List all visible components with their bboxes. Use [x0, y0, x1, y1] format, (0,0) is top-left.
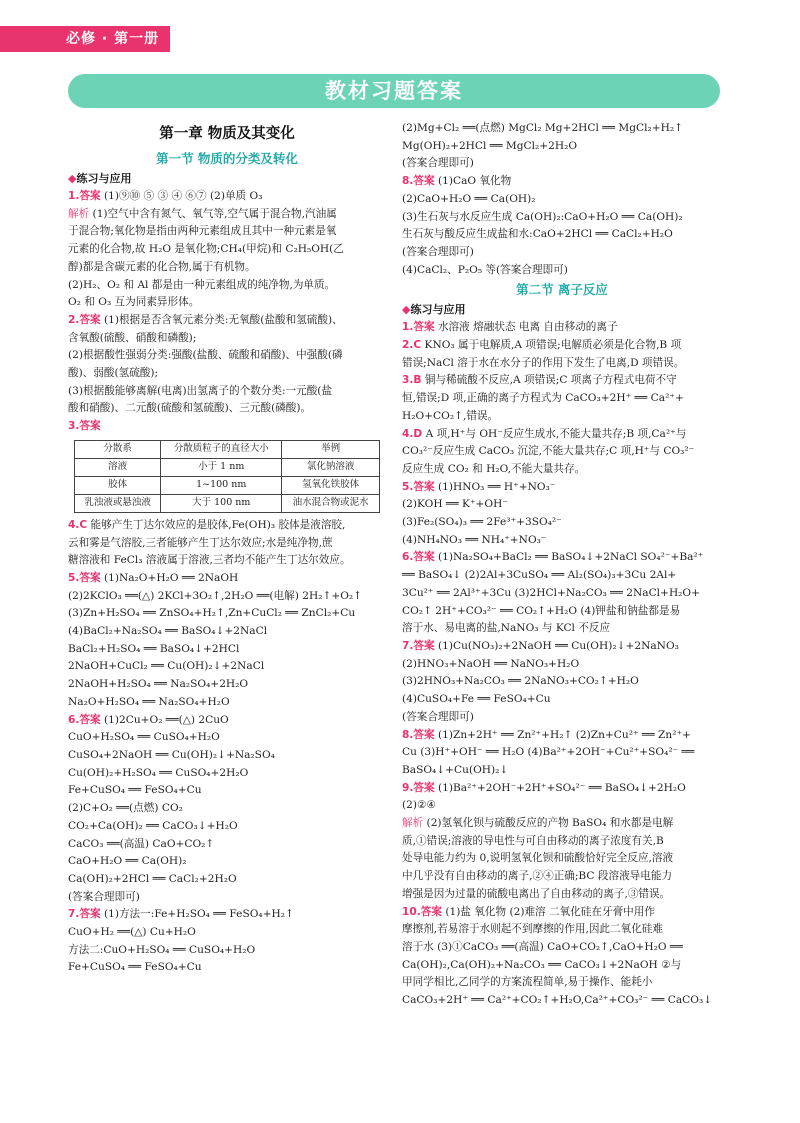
answer-line: (2)KOH ══ K⁺+OH⁻: [402, 498, 508, 511]
book-tab: 必修 · 第一册: [0, 26, 170, 52]
answer-line: (2)②④: [402, 799, 437, 812]
answer-line: 5.答案 (1)Na₂O+H₂O ══ 2NaOH: [68, 571, 239, 584]
answer-line: 云和雾是气溶胶,三者能够产生丁达尔效应;水是纯净物,蔗: [68, 536, 333, 549]
answer-line: 酸)、弱酸(氢硫酸);: [68, 367, 159, 380]
answer-line: (3)2HNO₃+Na₂CO₃ ══ 2NaNO₃+CO₂↑+H₂O: [402, 675, 639, 688]
answer-line: 恒,错误;D 项,正确的离子方程式为 CaCO₃+2H⁺ ══ Ca²⁺+: [402, 392, 684, 405]
practice-heading-1: ◆练习与应用: [68, 172, 132, 185]
answer-line: (4)CuSO₄+Fe ══ FeSO₄+Cu: [402, 693, 551, 706]
answer-line: 4.D A 项,H⁺与 OH⁻反应生成水,不能大量共存;B 项,Ca²⁺与: [402, 427, 687, 440]
answer-line: (2)根据酸性强弱分类:强酸(盐酸、硫酸和硝酸)、中强酸(磷: [68, 349, 343, 362]
left-text-a: [68, 188, 386, 436]
answer-line: 3Cu²⁺ ══ 2Al³⁺+3Cu (3)2HCl+Na₂CO₃ ══ 2NaCl+H₂O+: [402, 586, 700, 599]
answer-line: H₂O+CO₂↑,错误。: [402, 409, 499, 422]
answer-line: 增强是因为过量的硫酸电离出了自由移动的离子,③错误。: [402, 887, 671, 900]
answer-line: (4)BaCl₂+Na₂SO₄ ══ BaSO₄↓+2NaCl: [68, 625, 268, 638]
answer-line: (2)CaO+H₂O ══ Ca(OH)₂: [402, 192, 536, 205]
answer-line: 6.答案 (1)2Cu+O₂ ══(△) 2CuO: [68, 713, 229, 726]
answer-line: CO₃²⁻反应生成 CaCO₃ 沉淀,不能大量共存;C 项,H⁺与 CO₃²⁻: [402, 445, 695, 458]
answer-line: 溶于水、易电离的盐,NaNO₃ 与 KCl 不反应: [402, 622, 611, 635]
answer-line: (3)Fe₂(SO₄)₃ ══ 2Fe³⁺+3SO₄²⁻: [402, 516, 562, 529]
answer-line: Cu(OH)₂+H₂SO₄ ══ CuSO₄+2H₂O: [68, 766, 249, 779]
answer-line: Fe+CuSO₄ ══ FeSO₄+Cu: [68, 784, 202, 797]
answer-line: 反应生成 CO₂ 和 H₂O,不能大量共存。: [402, 462, 586, 475]
answer-line: 3.B 铜与稀硫酸不反应,A 项错误;C 项离子方程式电荷不守: [402, 374, 677, 387]
diamond-icon: ◆: [68, 172, 77, 185]
answer-line: 质,①错误;溶液的导电性与可自由移动的离子浓度有关,B: [402, 834, 664, 847]
answer-line: O₂ 和 O₃ 互为同素异形体。: [68, 296, 200, 309]
table-row: [75, 476, 380, 494]
answer-line: (3)生石灰与水反应生成 Ca(OH)₂:CaO+H₂O ══ Ca(OH)₂: [402, 210, 683, 223]
answer-line: 糖溶液和 FeCl₃ 溶液属于溶液,三者均不能产生丁达尔效应。: [68, 554, 351, 567]
answer-line: 2.C KNO₃ 属于电解质,A 项错误;电解质必须是化合物,B 项: [402, 339, 682, 352]
answer-line: 方法二:CuO+H₂SO₄ ══ CuSO₄+H₂O: [68, 943, 256, 956]
answer-line: CaCO₃+2H⁺ ══ Ca²⁺+CO₂↑+H₂O,Ca²⁺+CO₃²⁻ ══ CaCO₃↓: [402, 994, 713, 1007]
answer-line: Mg(OH)₂+2HCl ══ MgCl₂+2H₂O: [402, 139, 578, 152]
table-header: 分散系: [75, 440, 161, 458]
answer-line: 6.答案 (1)Na₂SO₄+BaCl₂ ══ BaSO₄↓+2NaCl SO₄²⁻+Ba²⁺: [402, 551, 704, 564]
table-row: [75, 494, 380, 512]
answer-line: CO₂+Ca(OH)₂ ══ CaCO₃↓+H₂O: [68, 819, 238, 832]
diamond-icon: ◆: [402, 303, 411, 317]
left-text-b: [68, 517, 386, 977]
answer-line: Ca(OH)₂+2HCl ══ CaCl₂+2H₂O: [68, 872, 237, 885]
answer-line: Na₂O+H₂SO₄ ══ Na₂SO₄+H₂O: [68, 695, 230, 708]
answer-line: CuO+H₂ ══(△) Cu+H₂O: [68, 926, 196, 939]
table-header: 分散质粒子的直径大小: [161, 440, 282, 458]
answers-banner: 教材习题答案: [68, 74, 720, 108]
answer-line: 5.答案 (1)HNO₃ ══ H⁺+NO₃⁻: [402, 480, 556, 493]
answer-line: (2)Mg+Cl₂ ══(点燃) MgCl₂ Mg+2HCl ══ MgCl₂+H₂↑: [402, 122, 684, 134]
answer-line: 9.答案 (1)Ba²⁺+2OH⁻+2H⁺+SO₄²⁻ ══ BaSO₄↓+2H₂O: [402, 781, 686, 794]
answer-line: (2)2KClO₃ ══(△) 2KCl+3O₂↑,2H₂O ══(电解) 2H₂↑+O₂↑: [68, 589, 363, 602]
table-row: [75, 458, 380, 476]
right-text-b: [402, 319, 722, 1009]
answer-line: 2NaOH+H₂SO₄ ══ Na₂SO₄+2H₂O: [68, 678, 249, 691]
answer-line: 中几乎没有自由移动的离子,②④正确;BC 段溶液导电能力: [402, 870, 673, 883]
answer-line: 8.答案 (1)Zn+2H⁺ ══ Zn²⁺+H₂↑ (2)Zn+Cu²⁺ ══ Zn²⁺+: [402, 728, 691, 741]
table-cell: 乳浊液或悬浊液: [75, 494, 161, 512]
table-cell: 小于 1 nm: [161, 458, 282, 476]
answer-line: 摩擦剂,若易溶于水则起不到摩擦的作用,因此二氧化硅难: [402, 923, 663, 936]
table-header: 举例: [282, 440, 380, 458]
table-cell: 溶液: [75, 458, 161, 476]
table-cell: 胶体: [75, 476, 161, 494]
answer-line: 2NaOH+CuCl₂ ══ Cu(OH)₂↓+2NaCl: [68, 660, 265, 673]
answer-line: 10.答案 (1)盐 氧化物 (2)难溶 二氧化硅在牙膏中用作: [402, 905, 655, 918]
answer-line: Cu (3)H⁺+OH⁻ ══ H₂O (4)Ba²⁺+2OH⁻+Cu²⁺+SO₄²⁻ ══: [402, 746, 695, 759]
dispersion-table: [74, 440, 380, 513]
answer-line: (3)根据酸能够离解(电离)出氢离子的个数分类:一元酸(盐: [68, 384, 333, 397]
answer-line: ══ BaSO₄↓ (2)2Al+3CuSO₄ ══ Al₂(SO₄)₃+3Cu 2Al+: [402, 569, 677, 582]
answer-line: BaSO₄↓+Cu(OH)₂↓: [402, 763, 509, 776]
answer-line: (答案合理即可): [68, 890, 140, 903]
right-text-a: [402, 120, 722, 279]
chapter-title: 第一章 物质及其变化: [159, 126, 295, 142]
answer-line: (4)CaCl₂、P₂O₅ 等(答案合理即可): [402, 263, 568, 276]
answer-line: Fe+CuSO₄ ══ FeSO₄+Cu: [68, 961, 202, 974]
answer-line: CuO+H₂SO₄ ══ CuSO₄+H₂O: [68, 731, 220, 744]
table-cell: 大于 100 nm: [161, 494, 282, 512]
answer-line: 8.答案 (1)CaO 氧化物: [402, 175, 512, 188]
answer-line: (答案合理即可): [402, 157, 474, 170]
answer-line: (答案合理即可): [402, 245, 474, 258]
answer-line: (4)NH₄NO₃ ══ NH₄⁺+NO₃⁻: [402, 533, 547, 546]
answer-line: CaO+H₂O ══ Ca(OH)₂: [68, 855, 187, 868]
answer-line: 2.答案 (1)根据是否含氧元素分类:无氧酸(盐酸和氢硫酸)、: [68, 313, 343, 326]
answer-line: (3)Zn+H₂SO₄ ══ ZnSO₄+H₂↑,Zn+CuCl₂ ══ ZnCl₂+Cu: [68, 607, 356, 620]
answer-line: Ca(OH)₂,Ca(OH)₂+Na₂CO₃ ══ CaCO₃↓+2NaOH ②与: [402, 958, 682, 971]
answer-line: 7.答案 (1)Cu(NO₃)₂+2NaOH ══ Cu(OH)₂↓+2NaNO₃: [402, 639, 679, 652]
answer-line: 解析 (2)氢氧化钡与硫酸反应的产物 BaSO₄ 和水都是电解: [402, 817, 674, 830]
table-cell: 1~100 nm: [161, 476, 282, 494]
answer-line: (2)C+O₂ ══(点燃) CO₂: [68, 802, 183, 815]
answer-line: 解析 (1)空气中含有氮气、氧气等,空气属于混合物,汽油属: [68, 207, 337, 220]
answer-line: 溶于水 (3)①CaCO₃ ══(高温) CaO+CO₂↑,CaO+H₂O ══: [402, 940, 683, 953]
answer-line: 生石灰与酸反应生成盐和水:CaO+2HCl ══ CaCl₂+H₂O: [402, 228, 673, 241]
answer-line: 1.答案 水溶液 熔融状态 电离 自由移动的离子: [402, 321, 618, 334]
answer-line: 含氧酸(硫酸、硝酸和磷酸);: [68, 331, 197, 344]
answer-line: 1.答案 (1)⑨⑩ ⑤ ③ ④ ⑥⑦ (2)单质 O₃: [68, 190, 263, 202]
answer-line: CuSO₄+2NaOH ══ Cu(OH)₂↓+Na₂SO₄: [68, 748, 275, 761]
table-cell: 油水混合物或泥水: [282, 494, 380, 512]
answer-line: 于混合物;氧化物是指由两种元素组成且其中一种元素是氧: [68, 225, 337, 238]
table-cell: 氢氧化铁胶体: [282, 476, 380, 494]
answer-line: (2)H₂、O₂ 和 Al 都是由一种元素组成的纯净物,为单质。: [68, 278, 336, 291]
answer-line: (答案合理即可): [402, 710, 474, 723]
left-column: [68, 120, 386, 977]
answer-line: (2)HNO₃+NaOH ══ NaNO₃+H₂O: [402, 657, 580, 670]
answer-line: 酸和硝酸)、二元酸(硫酸和氢硫酸)、三元酸(磷酸)。: [68, 402, 312, 415]
answer-line: 醇)都是含碳元素的化合物,属于有机物。: [68, 260, 256, 273]
answer-line: 处导电能力约为 0,说明氢氧化钡和硫酸恰好完全反应,溶液: [402, 852, 674, 865]
answer-line: 甲同学相比,乙同学的方案流程简单,易于操作、能耗小: [402, 976, 653, 989]
answer-line: CO₂↑ 2H⁺+CO₃²⁻ ══ CO₂↑+H₂O (4)钾盐和钠盐都是易: [402, 604, 681, 617]
answer-line: 4.C 能够产生丁达尔效应的是胶体,Fe(OH)₃ 胶体是液溶胶,: [68, 518, 346, 531]
section-title-1: 第一节 物质的分类及转化: [156, 151, 298, 166]
answer-line: 3.答案: [68, 420, 101, 433]
answer-line: 错误;NaCl 溶于水在水分子的作用下发生了电离,D 项错误。: [402, 356, 685, 369]
practice-heading-2: ◆练习与应用: [402, 303, 466, 317]
right-column: [402, 120, 722, 1010]
table-header-row: [75, 440, 380, 458]
answer-line: 7.答案 (1)方法一:Fe+H₂SO₄ ══ FeSO₄+H₂↑: [68, 908, 294, 921]
answer-line: BaCl₂+H₂SO₄ ══ BaSO₄↓+2HCl: [68, 642, 240, 655]
table-cell: 氯化钠溶液: [282, 458, 380, 476]
section-title-2: 第二节 离子反应: [516, 282, 608, 298]
answer-line: 元素的化合物,故 H₂O 是氧化物;CH₄(甲烷)和 C₂H₅OH(乙: [68, 243, 344, 256]
answer-line: CaCO₃ ══(高温) CaO+CO₂↑: [68, 837, 215, 850]
